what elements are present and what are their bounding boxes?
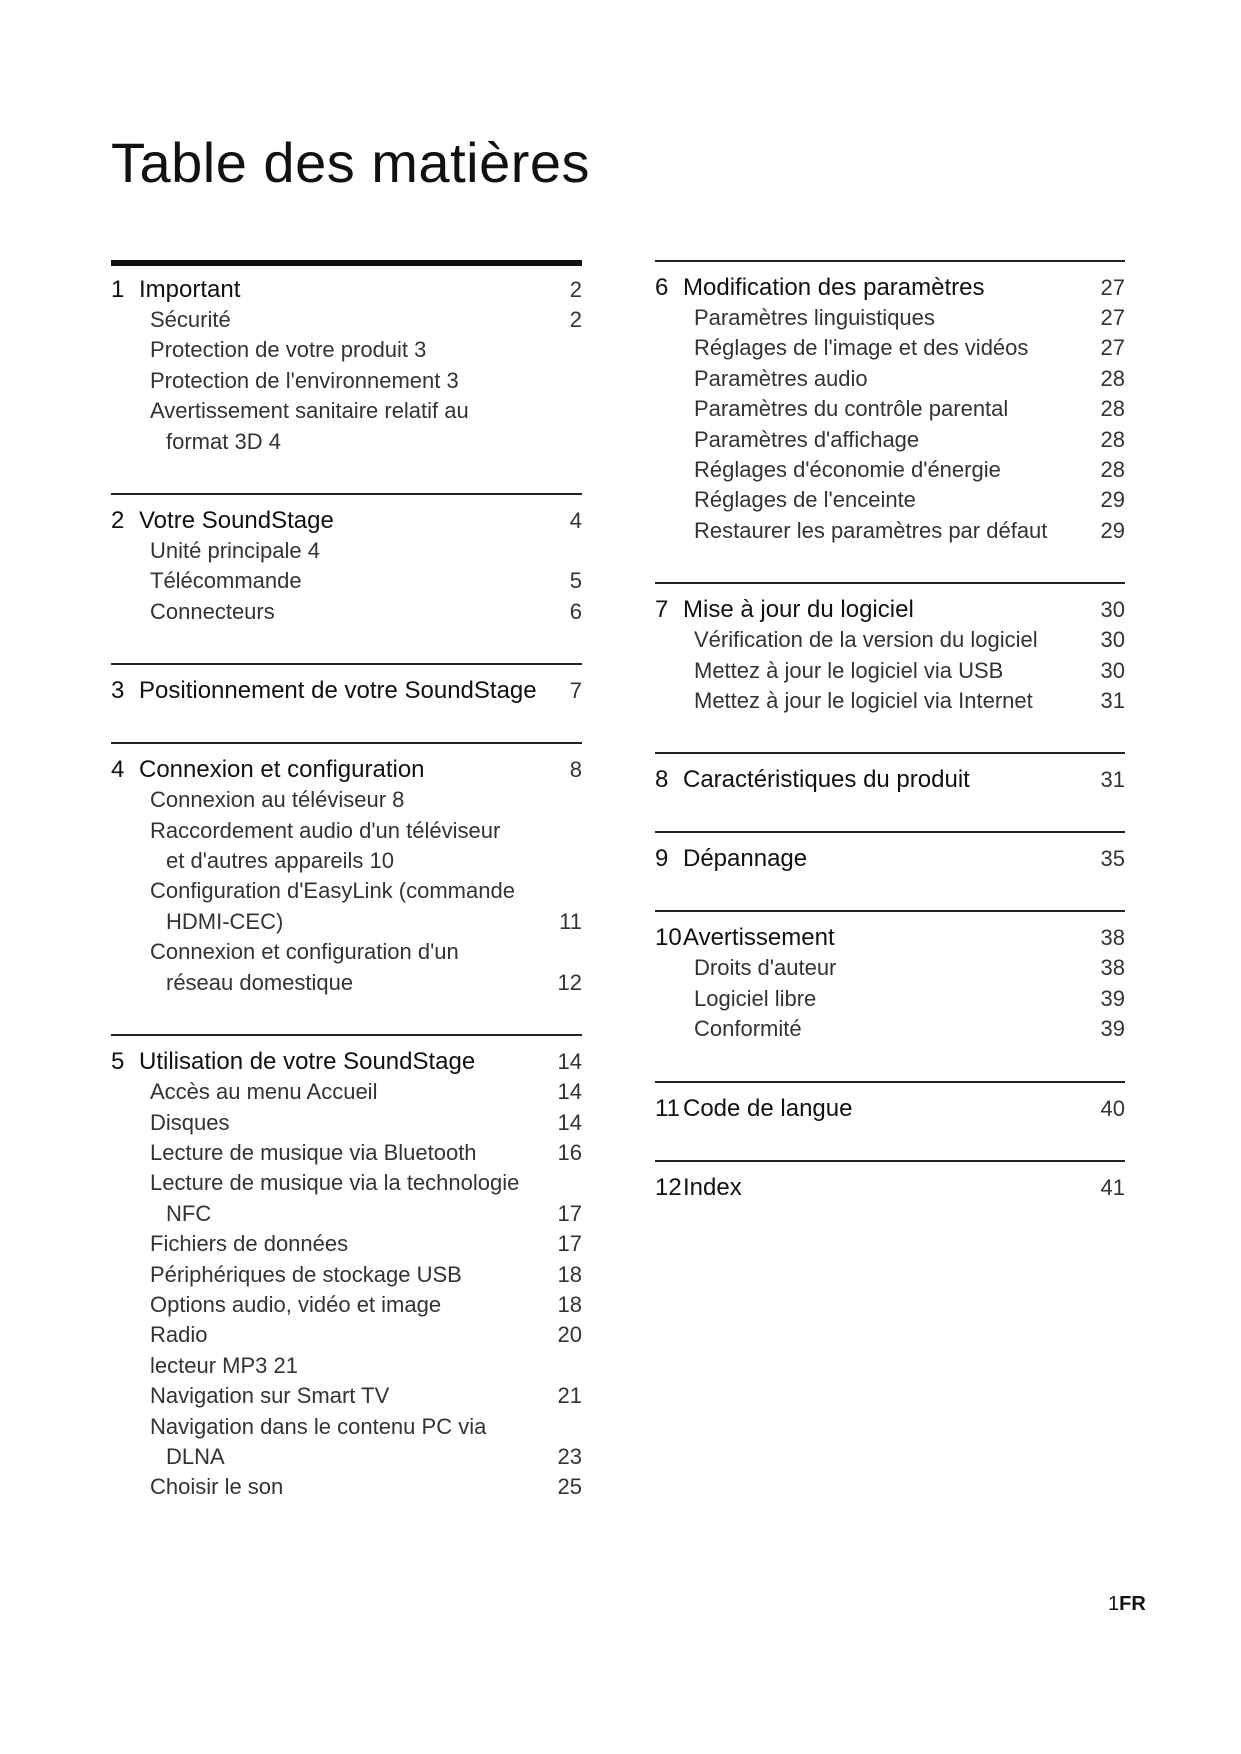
section-number: 5 (111, 1048, 125, 1076)
entry-title-line: Mettez à jour le logiciel via USB (694, 657, 1004, 683)
entry-title-line: Périphériques de stockage USB (150, 1261, 462, 1287)
entry-page-number: 28 (1100, 426, 1125, 452)
entry-page-number: 25 (557, 1474, 582, 1500)
entry-title (150, 1138, 546, 1168)
toc-left-column (111, 260, 582, 1539)
toc-entry[interactable] (111, 1168, 582, 1229)
entry-title (150, 1229, 546, 1259)
entry-title-line: Paramètres d'affichage (694, 426, 920, 452)
section-page-number: 38 (1100, 925, 1125, 951)
entry-title-line: Fichiers de données (150, 1231, 349, 1257)
entry-title-line: Réglages d'économie d'énergie (694, 457, 1001, 483)
entry-title (694, 686, 1089, 716)
entry-title (150, 1108, 546, 1138)
section-number: 9 (655, 845, 669, 873)
entry-title-line: Connexion au téléviseur 8 (150, 787, 405, 813)
section-page-number: 31 (1100, 767, 1125, 793)
entry-page-number: 29 (1100, 487, 1125, 513)
toc-entry[interactable] (111, 1320, 582, 1350)
entry-title (150, 536, 546, 566)
toc-entry[interactable] (111, 1472, 582, 1502)
entry-title (150, 305, 546, 335)
entry-page-number: 5 (569, 568, 582, 594)
toc-section (111, 742, 582, 998)
toc-entry[interactable] (111, 1229, 582, 1259)
toc-entry[interactable] (111, 1412, 582, 1473)
toc-entry[interactable] (655, 485, 1125, 515)
section-page-number: 27 (1100, 275, 1125, 300)
toc-entry[interactable] (111, 597, 582, 627)
entry-title (150, 1168, 546, 1229)
entry-page-number: 30 (1100, 627, 1125, 653)
entry-title (694, 455, 1089, 485)
entry-title (150, 1381, 546, 1411)
entry-title-line: Connecteurs (150, 598, 275, 624)
toc-entry[interactable] (655, 953, 1125, 983)
section-title: Connexion et configuration (139, 756, 425, 784)
toc-entry[interactable] (655, 686, 1125, 716)
language-code: FR (1119, 1593, 1146, 1615)
entry-title (150, 937, 546, 998)
entry-title (150, 1320, 546, 1350)
section-number: 7 (655, 596, 669, 624)
section-page-number: 41 (1100, 1174, 1125, 1200)
entry-title-line: Navigation sur Smart TV (150, 1383, 390, 1409)
section-number: 2 (111, 507, 125, 535)
toc-entry[interactable] (655, 625, 1125, 655)
toc-entry[interactable] (111, 1077, 582, 1107)
entry-page-number: 28 (1100, 365, 1125, 391)
section-page-number: 7 (569, 678, 582, 704)
toc-entry[interactable] (111, 1290, 582, 1320)
entry-title-line: Connexion et configuration d'un (150, 939, 459, 965)
entry-title (694, 984, 1089, 1014)
entry-title (150, 566, 546, 596)
entry-title (150, 785, 546, 815)
entry-page-number: 11 (559, 908, 582, 934)
entry-title (150, 1290, 546, 1320)
toc-section (655, 910, 1125, 1044)
entry-title-line: Réglages de l'enceinte (694, 487, 916, 513)
entry-title (150, 1260, 546, 1290)
section-number: 4 (111, 756, 125, 784)
entry-title (694, 364, 1089, 394)
entry-title (150, 816, 546, 877)
entry-title-line: Vérification de la version du logiciel (694, 627, 1038, 653)
toc-section (655, 1160, 1125, 1203)
entry-title (150, 1077, 546, 1107)
section-number: 6 (655, 274, 669, 301)
entry-title (150, 335, 546, 365)
entry-title-line: Choisir le son (150, 1474, 284, 1500)
entry-page-number: 17 (557, 1200, 582, 1226)
entry-page-number: 23 (557, 1443, 582, 1469)
entry-title (694, 625, 1089, 655)
entry-title-continuation: et d'autres appareils 10 (166, 848, 395, 874)
toc-entry[interactable] (655, 984, 1125, 1014)
entry-title-line: Sécurité (150, 307, 231, 332)
entry-title-line: Paramètres du contrôle parental (694, 396, 1009, 422)
toc-entry[interactable] (655, 303, 1125, 333)
toc-entry[interactable] (111, 536, 582, 566)
toc-entry[interactable] (111, 876, 582, 937)
section-page-number: 40 (1100, 1095, 1125, 1121)
entry-page-number: 12 (557, 969, 582, 995)
entry-title (150, 1472, 546, 1502)
entry-title-line: Radio (150, 1322, 208, 1348)
section-header[interactable] (111, 676, 582, 706)
toc-entry[interactable] (655, 455, 1125, 485)
toc-entry[interactable] (655, 333, 1125, 363)
entry-title-line: Lecture de musique via la technologie (150, 1170, 520, 1196)
entry-title (150, 366, 546, 396)
entry-title (694, 394, 1089, 424)
entry-title-line: lecteur MP3 21 (150, 1352, 298, 1378)
entry-title-line: Paramètres audio (694, 365, 868, 391)
section-title: Dépannage (683, 845, 808, 873)
toc-entry[interactable] (111, 1108, 582, 1138)
entry-title (694, 303, 1089, 333)
section-title: Code de langue (683, 1094, 853, 1122)
page-footer (1108, 1593, 1146, 1616)
toc-entry[interactable] (111, 396, 582, 457)
section-title: Modification des paramètres (683, 274, 985, 301)
entry-title-line: Télécommande (150, 568, 302, 594)
entry-page-number: 27 (1100, 305, 1125, 330)
entry-title-line: Mettez à jour le logiciel via Internet (694, 688, 1033, 714)
toc-entry[interactable] (111, 785, 582, 815)
page-number: 1 (1108, 1593, 1120, 1615)
toc-entry[interactable] (111, 816, 582, 877)
entry-title-line: Options audio, vidéo et image (150, 1291, 442, 1317)
section-header[interactable] (111, 755, 582, 785)
entry-page-number: 14 (557, 1079, 582, 1105)
section-number: 12 (655, 1173, 682, 1201)
entry-title (694, 953, 1089, 983)
entry-page-number: 28 (1100, 457, 1125, 483)
entry-title-line: Droits d'auteur (694, 955, 837, 981)
section-header[interactable] (655, 1094, 1125, 1124)
entry-page-number: 17 (557, 1231, 582, 1257)
toc-entry[interactable] (655, 1014, 1125, 1044)
toc-entry[interactable] (655, 394, 1125, 424)
toc-entry[interactable] (111, 305, 582, 335)
entry-title (694, 425, 1089, 455)
section-header[interactable] (111, 275, 582, 305)
toc-section (111, 663, 582, 706)
toc-entry[interactable] (111, 1138, 582, 1168)
toc-section (111, 260, 582, 457)
entry-page-number: 39 (1100, 1016, 1125, 1042)
toc-right-column (655, 260, 1125, 1239)
entry-title-line: Restaurer les paramètres par défaut (694, 517, 1048, 543)
toc-entry[interactable] (655, 656, 1125, 686)
toc-section (655, 752, 1125, 795)
entry-title (150, 1351, 546, 1381)
page-title: Table des matières (111, 131, 591, 194)
entry-title-continuation: NFC (166, 1200, 212, 1226)
entry-page-number: 16 (557, 1139, 582, 1165)
toc-entry[interactable] (655, 425, 1125, 455)
section-title: Votre SoundStage (139, 507, 334, 535)
entry-title (694, 516, 1089, 546)
section-header[interactable] (655, 923, 1125, 953)
section-header[interactable] (655, 273, 1125, 303)
entry-title-continuation: DLNA (166, 1443, 225, 1469)
toc-section (655, 831, 1125, 874)
section-title: Positionnement de votre SoundStage (139, 677, 537, 705)
entry-title-line: Lecture de musique via Bluetooth (150, 1139, 477, 1165)
entry-title (694, 1014, 1089, 1044)
entry-page-number: 18 (557, 1261, 582, 1287)
entry-title (150, 597, 546, 627)
toc-entry[interactable] (111, 1260, 582, 1290)
entry-title-line: Avertissement sanitaire relatif au (150, 398, 469, 424)
section-header[interactable] (655, 595, 1125, 625)
toc-entry[interactable] (111, 566, 582, 596)
entry-page-number: 18 (557, 1291, 582, 1317)
section-page-number: 4 (569, 508, 582, 534)
section-title: Mise à jour du logiciel (683, 596, 914, 624)
entry-page-number: 27 (1100, 335, 1125, 361)
toc-section (655, 582, 1125, 716)
entry-title-line: Conformité (694, 1016, 802, 1042)
section-page-number: 30 (1100, 597, 1125, 623)
entry-title-line: Configuration d'EasyLink (commande (150, 878, 515, 904)
entry-title-line: Disques (150, 1109, 230, 1135)
entry-title-line: Accès au menu Accueil (150, 1079, 378, 1105)
entry-page-number: 6 (569, 598, 582, 624)
section-title: Utilisation de votre SoundStage (139, 1048, 476, 1076)
section-number: 11 (655, 1094, 680, 1122)
section-number: 8 (655, 766, 669, 794)
entry-title-continuation: réseau domestique (166, 969, 354, 995)
toc-section (111, 493, 582, 627)
section-page-number: 2 (569, 277, 582, 302)
toc-entry[interactable] (655, 516, 1125, 546)
entry-title (694, 485, 1089, 515)
entry-page-number: 14 (557, 1109, 582, 1135)
entry-title-line: Raccordement audio d'un téléviseur (150, 817, 501, 843)
section-page-number: 8 (569, 757, 582, 783)
entry-title (150, 876, 546, 937)
entry-title (150, 1412, 546, 1473)
section-number: 1 (111, 276, 125, 303)
entry-title (694, 333, 1089, 363)
section-header[interactable] (655, 844, 1125, 874)
entry-title-continuation: HDMI-CEC) (166, 908, 284, 934)
entry-title-line: Protection de l'environnement 3 (150, 367, 459, 393)
entry-title-continuation: format 3D 4 (166, 428, 281, 454)
entry-page-number: 38 (1100, 955, 1125, 981)
section-header[interactable] (111, 506, 582, 536)
entry-page-number: 21 (557, 1383, 582, 1409)
entry-title-line: Réglages de l'image et des vidéos (694, 335, 1029, 361)
entry-title-line: Navigation dans le contenu PC via (150, 1413, 487, 1439)
toc-section (111, 1034, 582, 1503)
entry-page-number: 39 (1100, 985, 1125, 1011)
section-page-number: 35 (1100, 846, 1125, 872)
entry-title-line: Protection de votre produit 3 (150, 337, 427, 363)
entry-page-number: 20 (557, 1322, 582, 1348)
entry-title-line: Unité principale 4 (150, 538, 320, 564)
entry-page-number: 2 (569, 307, 582, 332)
section-number: 3 (111, 677, 125, 705)
toc-entry[interactable] (655, 364, 1125, 394)
entry-title-line: Paramètres linguistiques (694, 305, 935, 330)
section-header[interactable] (111, 1047, 582, 1077)
entry-page-number: 28 (1100, 396, 1125, 422)
entry-title-line: Logiciel libre (694, 985, 817, 1011)
toc-entry[interactable] (111, 937, 582, 998)
toc-entry[interactable] (111, 1351, 582, 1381)
entry-page-number: 31 (1100, 688, 1125, 714)
entry-page-number: 30 (1100, 657, 1125, 683)
section-number: 10 (655, 924, 682, 952)
section-title: Index (683, 1173, 742, 1201)
section-header[interactable] (655, 765, 1125, 795)
toc-section (655, 260, 1125, 546)
entry-title (694, 656, 1089, 686)
section-header[interactable] (655, 1173, 1125, 1203)
entry-page-number: 29 (1100, 517, 1125, 543)
section-title: Caractéristiques du produit (683, 766, 970, 794)
section-title: Avertissement (683, 924, 835, 952)
section-page-number: 14 (557, 1049, 582, 1075)
section-title: Important (139, 276, 241, 303)
toc-section (655, 1081, 1125, 1124)
toc-entry[interactable] (111, 366, 582, 396)
toc-entry[interactable] (111, 335, 582, 365)
toc-entry[interactable] (111, 1381, 582, 1411)
entry-title (150, 396, 546, 457)
